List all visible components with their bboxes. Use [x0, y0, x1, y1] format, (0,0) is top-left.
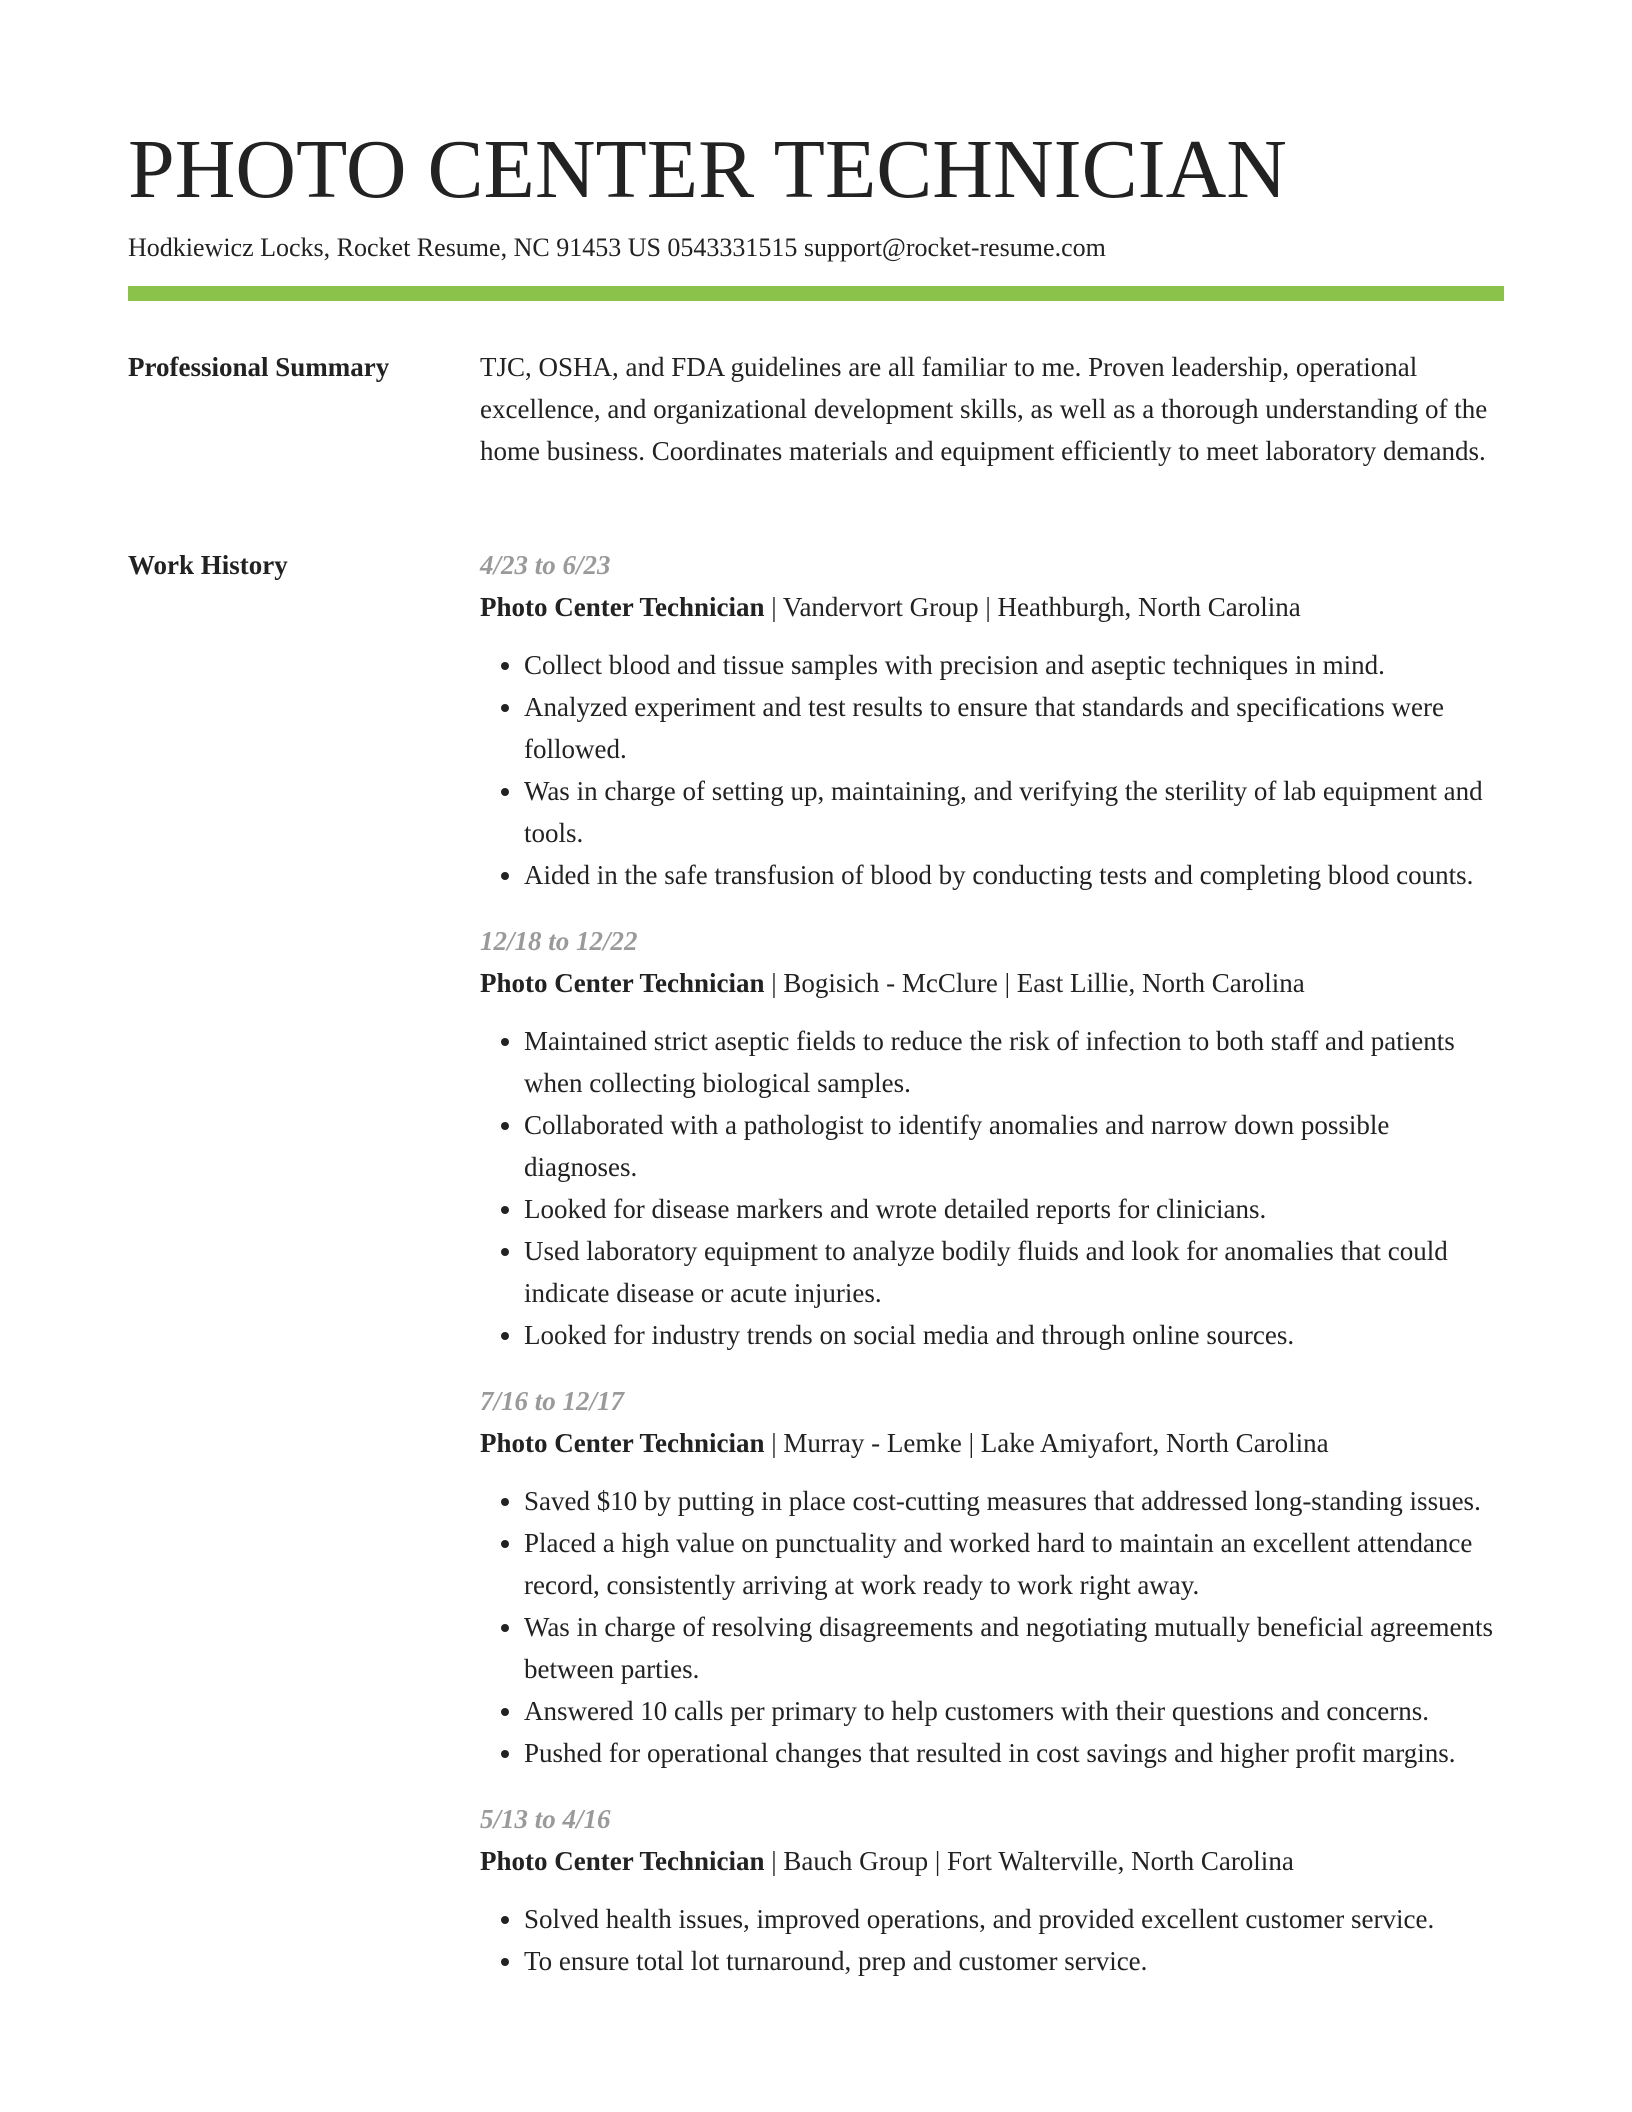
- job-bullets: [480, 1898, 1504, 1982]
- job-title: Photo Center Technician: [480, 1846, 765, 1876]
- job-bullet: • Was in charge of resolving disagreements and negotiating mutually beneficial agreements between parties.: [524, 1606, 1504, 1690]
- job-dates: 4/23 to 6/23: [480, 550, 611, 580]
- job-bullet: • Looked for industry trends on social media and through online sources.: [524, 1314, 1504, 1356]
- job-dates: 12/18 to 12/22: [480, 926, 638, 956]
- job-entry: [480, 1798, 1504, 1982]
- accent-divider: [128, 286, 1504, 301]
- job-bullets: [480, 1020, 1504, 1356]
- job-bullet: • Solved health issues, improved operations, and provided excellent customer service.: [524, 1898, 1504, 1940]
- job-bullet: • Aided in the safe transfusion of blood by conducting tests and completing blood counts.: [524, 854, 1504, 896]
- job-details: | Vandervort Group | Heathburgh, North Carolina: [764, 592, 1301, 622]
- job-entry: [480, 544, 1504, 896]
- job-bullets: [480, 644, 1504, 896]
- summary-text: TJC, OSHA, and FDA guidelines are all familiar to me. Proven leadership, operational excellence, and organizational development skills, as well as a thorough understanding of the home business. Coordinates materials and equipment efficiently to meet laboratory demands.: [480, 352, 1488, 466]
- job-bullets: [480, 1480, 1504, 1774]
- resume-title: PHOTO CENTER TECHNICIAN: [128, 123, 1287, 216]
- job-details: | Murray - Lemke | Lake Amiyafort, North Carolina: [764, 1428, 1329, 1458]
- job-bullet: • Collect blood and tissue samples with precision and aseptic techniques in mind.: [524, 644, 1504, 686]
- section-label-work-history: Work History: [128, 550, 288, 580]
- job-title: Photo Center Technician: [480, 968, 765, 998]
- job-bullet: • Collaborated with a pathologist to identify anomalies and narrow down possible diagnoses.: [524, 1104, 1504, 1188]
- job-bullet: • Placed a high value on punctuality and worked hard to maintain an excellent attendance record, consistently arriving at work ready to work right away.: [524, 1522, 1504, 1606]
- job-bullet: • Looked for disease markers and wrote detailed reports for clinicians.: [524, 1188, 1504, 1230]
- contact-line: Hodkiewicz Locks, Rocket Resume, NC 91453 US 0543331515 support@rocket-resume.com: [128, 233, 1106, 262]
- job-heading: [480, 962, 1504, 1004]
- job-bullet: • Analyzed experiment and test results to ensure that standards and specifications were followed.: [524, 686, 1504, 770]
- job-heading: [480, 1840, 1504, 1882]
- job-bullet: • Was in charge of setting up, maintaining, and verifying the sterility of lab equipment and tools.: [524, 770, 1504, 854]
- job-entry: [480, 920, 1504, 1356]
- job-heading: [480, 586, 1504, 628]
- job-details: | Bogisich - McClure | East Lillie, North Carolina: [764, 968, 1305, 998]
- job-bullet: • Answered 10 calls per primary to help customers with their questions and concerns.: [524, 1690, 1504, 1732]
- work-history-content: [480, 544, 1504, 2006]
- job-title: Photo Center Technician: [480, 592, 765, 622]
- job-bullet: • Maintained strict aseptic fields to reduce the risk of infection to both staff and patients when collecting biological samples.: [524, 1020, 1504, 1104]
- job-bullet: • Saved $10 by putting in place cost-cutting measures that addressed long-standing issues.: [524, 1480, 1504, 1522]
- job-dates: 7/16 to 12/17: [480, 1386, 625, 1416]
- job-heading: [480, 1422, 1504, 1464]
- job-bullet: • To ensure total lot turnaround, prep and customer service.: [524, 1940, 1504, 1982]
- job-details: | Bauch Group | Fort Walterville, North Carolina: [764, 1846, 1294, 1876]
- job-bullet: • Used laboratory equipment to analyze bodily fluids and look for anomalies that could indicate disease or acute injuries.: [524, 1230, 1504, 1314]
- section-label-summary: Professional Summary: [128, 352, 390, 382]
- job-entry: [480, 1380, 1504, 1774]
- job-title: Photo Center Technician: [480, 1428, 765, 1458]
- job-bullet: • Pushed for operational changes that resulted in cost savings and higher profit margins.: [524, 1732, 1504, 1774]
- job-dates: 5/13 to 4/16: [480, 1804, 611, 1834]
- summary-content: [480, 346, 1504, 472]
